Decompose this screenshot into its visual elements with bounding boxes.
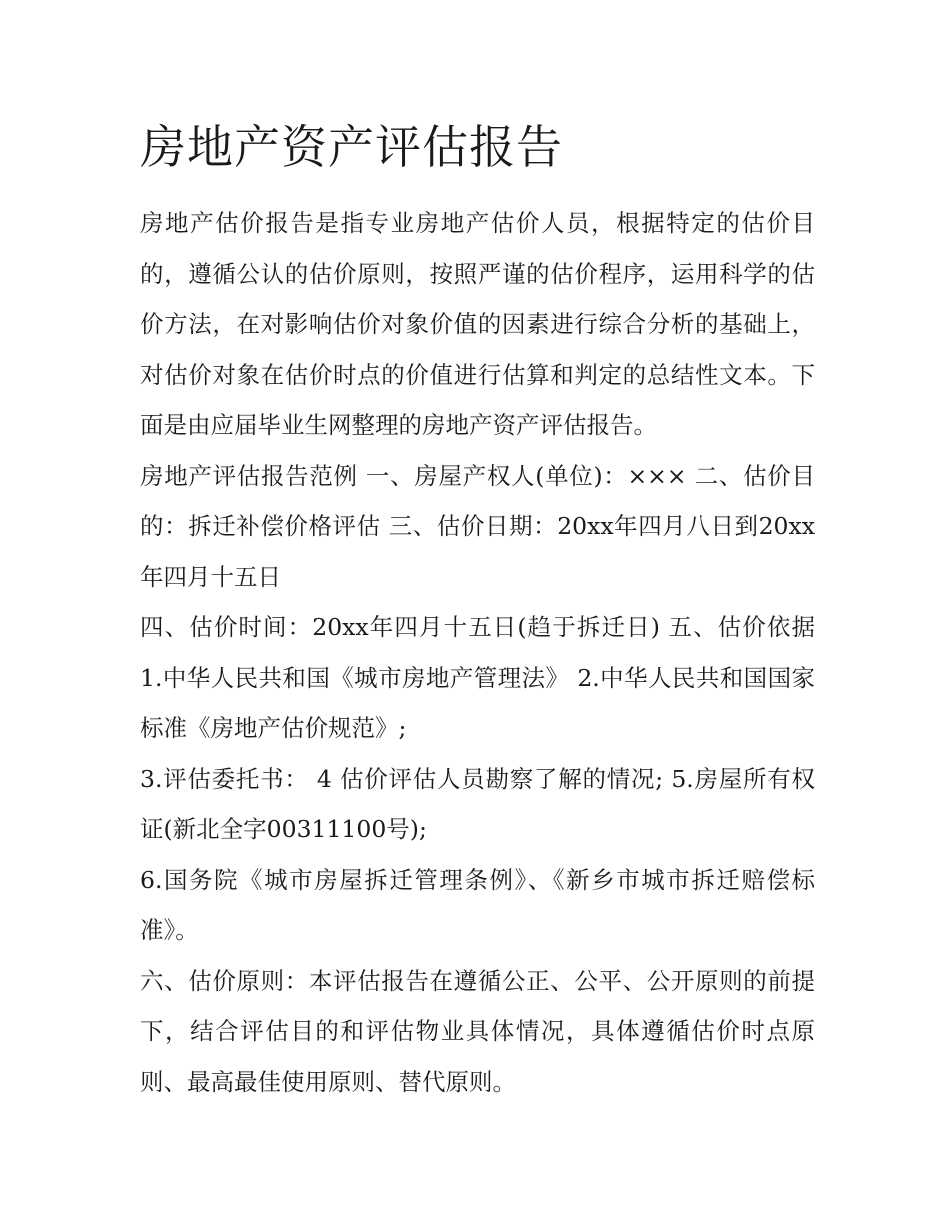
paragraph-principles: 六、估价原则：本评估报告在遵循公正、公平、公开原则的前提下，结合评估目的和评估物业具体情况，具体遵循估价时点原则、最高最佳使用原则、替代原则。	[140, 966, 815, 1096]
document-page	[140, 110, 815, 1107]
paragraph-basic-info: 房地产评估报告范例 一、房屋产权人(单位)：××× 二、估价目的：拆迁补偿价格评估 三、估价日期：20xx年四月八日到20xx年四月十五日	[140, 461, 815, 591]
paragraph-regulations: 6.国务院《城市房屋拆迁管理条例》、《新乡市城市拆迁赔偿标准》。	[140, 865, 815, 944]
paragraph-valuation-basis: 四、估价时间：20xx年四月十五日(趋于拆迁日) 五、估价依据 1.中华人民共和国《城市房地产管理法》 2.中华人民共和国国家标准《房地产估价规范》;	[140, 613, 815, 742]
paragraph-entrustment: 3.评估委托书： 4 估价评估人员勘察了解的情况; 5.房屋所有权证(新北全字00311100号);	[140, 764, 815, 843]
intro-paragraph: 房地产估价报告是指专业房地产估价人员，根据特定的估价目的，遵循公认的估价原则，按照严谨的估价程序，运用科学的估价方法，在对影响估价对象价值的因素进行综合分析的基础上，对估价对象在估价时点的价值进行估算和判定的总结性文本。下面是由应届毕业生网整理的房地产资产评估报告。	[140, 209, 815, 439]
document-title: 房地产资产评估报告	[140, 120, 563, 174]
